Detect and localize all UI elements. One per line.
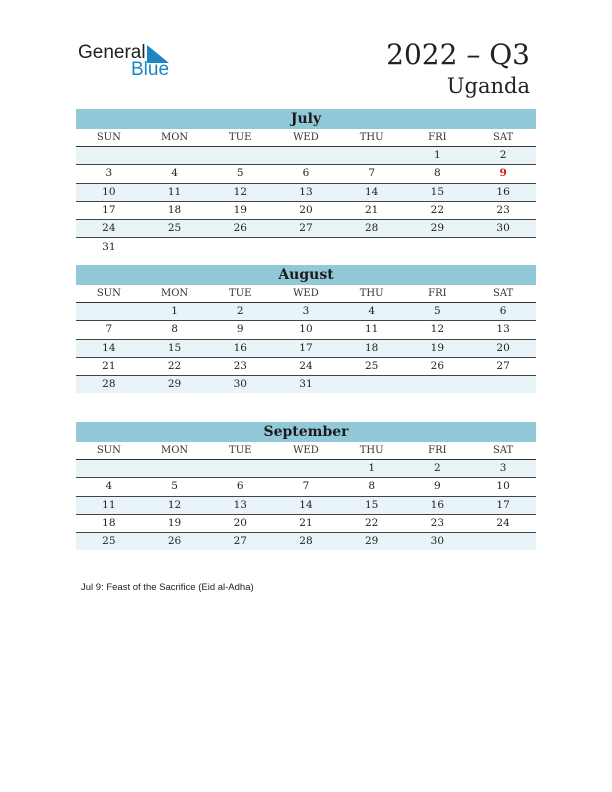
weekday-label: MON [142,442,208,460]
day-cell: 12 [207,183,273,201]
weekday-label: MON [142,285,208,303]
day-cell: 16 [470,183,536,201]
day-cell: 28 [273,533,339,551]
logo [78,42,188,82]
day-cell: 13 [207,496,273,514]
empty-day-cell [142,147,208,165]
day-cell: 11 [339,321,405,339]
day-cell: 2 [405,460,471,478]
day-cell: 29 [405,220,471,238]
day-cell: 17 [470,496,536,514]
weekday-header-row [76,285,536,303]
weekday-header-row [76,129,536,147]
day-cell: 14 [76,339,142,357]
week-row [76,376,536,394]
day-cell: 6 [470,303,536,321]
day-cell: 25 [76,533,142,551]
day-cell: 30 [207,376,273,394]
day-cell: 23 [207,357,273,375]
day-cell: 14 [273,496,339,514]
day-cell: 13 [273,183,339,201]
day-cell: 22 [339,514,405,532]
day-cell: 18 [339,339,405,357]
empty-day-cell [470,238,536,256]
day-cell: 26 [142,533,208,551]
weekday-label: TUE [207,285,273,303]
week-row [76,238,536,256]
week-row [76,303,536,321]
day-cell: 25 [339,357,405,375]
day-cell: 18 [142,201,208,219]
day-cell: 18 [76,514,142,532]
day-cell: 4 [76,478,142,496]
day-cell: 21 [273,514,339,532]
logo-word-blue: Blue [131,59,170,80]
month-grid [76,129,536,256]
day-cell: 19 [405,339,471,357]
day-cell: 27 [470,357,536,375]
month-september [76,422,536,550]
day-cell: 8 [142,321,208,339]
empty-day-cell [470,376,536,394]
day-cell: 15 [405,183,471,201]
empty-day-cell [142,238,208,256]
day-cell: 1 [405,147,471,165]
day-cell: 30 [470,220,536,238]
day-cell: 26 [405,357,471,375]
day-cell: 6 [273,165,339,183]
empty-day-cell [405,238,471,256]
day-cell: 23 [470,201,536,219]
day-cell: 6 [207,478,273,496]
day-cell: 3 [76,165,142,183]
day-cell: 17 [76,201,142,219]
day-cell: 12 [142,496,208,514]
weekday-label: WED [273,285,339,303]
page-title: 2022 – Q3 [386,38,530,71]
day-cell: 22 [142,357,208,375]
weekday-label: SUN [76,442,142,460]
day-cell: 3 [273,303,339,321]
day-cell: 9 [405,478,471,496]
empty-day-cell [142,460,208,478]
weekday-label: SAT [470,129,536,147]
day-cell: 27 [273,220,339,238]
empty-day-cell [339,376,405,394]
day-cell: 12 [405,321,471,339]
day-cell: 28 [76,376,142,394]
day-cell: 13 [470,321,536,339]
day-cell: 8 [339,478,405,496]
weekday-label: SUN [76,285,142,303]
holiday-note: Jul 9: Feast of the Sacrifice (Eid al-Adha) [81,582,254,593]
day-cell: 10 [273,321,339,339]
empty-day-cell [76,147,142,165]
day-cell: 11 [76,496,142,514]
day-cell: 15 [142,339,208,357]
empty-day-cell [273,147,339,165]
logo-word-general: General [78,42,146,63]
empty-day-cell [405,376,471,394]
day-cell: 20 [273,201,339,219]
month-grid [76,442,536,550]
day-cell: 2 [470,147,536,165]
day-cell: 5 [405,303,471,321]
weekday-label: THU [339,129,405,147]
day-cell: 21 [339,201,405,219]
day-cell: 25 [142,220,208,238]
day-cell: 24 [470,514,536,532]
country-name: Uganda [446,74,530,98]
day-cell: 15 [339,496,405,514]
empty-day-cell [207,238,273,256]
weekday-label: SUN [76,129,142,147]
weekday-label: FRI [405,285,471,303]
day-cell: 21 [76,357,142,375]
empty-day-cell [207,460,273,478]
empty-day-cell [273,238,339,256]
day-cell: 28 [339,220,405,238]
week-row [76,478,536,496]
weekday-label: TUE [207,442,273,460]
week-row [76,201,536,219]
week-row [76,357,536,375]
week-row [76,514,536,532]
day-cell: 4 [339,303,405,321]
month-header: September [76,422,536,442]
empty-day-cell [470,533,536,551]
day-cell: 17 [273,339,339,357]
day-cell: 29 [142,376,208,394]
weekday-label: THU [339,442,405,460]
day-cell: 2 [207,303,273,321]
month-july [76,109,536,256]
day-cell: 27 [207,533,273,551]
month-header: August [76,265,536,285]
day-cell: 22 [405,201,471,219]
weekday-label: FRI [405,442,471,460]
day-cell: 14 [339,183,405,201]
day-cell: 3 [470,460,536,478]
week-row [76,460,536,478]
empty-day-cell [76,460,142,478]
holiday-day-cell: 9 [470,165,536,183]
empty-day-cell [207,147,273,165]
day-cell: 1 [142,303,208,321]
week-row [76,165,536,183]
week-row [76,321,536,339]
day-cell: 29 [339,533,405,551]
weekday-label: TUE [207,129,273,147]
weekday-label: MON [142,129,208,147]
day-cell: 5 [142,478,208,496]
empty-day-cell [339,238,405,256]
day-cell: 8 [405,165,471,183]
day-cell: 4 [142,165,208,183]
day-cell: 5 [207,165,273,183]
day-cell: 7 [76,321,142,339]
day-cell: 19 [142,514,208,532]
day-cell: 16 [405,496,471,514]
weekday-label: FRI [405,129,471,147]
week-row [76,496,536,514]
empty-day-cell [339,147,405,165]
weekday-label: THU [339,285,405,303]
empty-day-cell [273,460,339,478]
day-cell: 26 [207,220,273,238]
day-cell: 23 [405,514,471,532]
weekday-label: SAT [470,442,536,460]
day-cell: 31 [102,240,116,253]
week-row [76,183,536,201]
day-cell: 20 [207,514,273,532]
day-cell: 24 [76,220,142,238]
month-august [76,265,536,393]
day-cell: 10 [76,183,142,201]
weekday-label: WED [273,442,339,460]
day-cell: 19 [207,201,273,219]
week-row [76,147,536,165]
day-cell: 1 [339,460,405,478]
day-cell: 24 [273,357,339,375]
month-grid [76,285,536,393]
weekday-header-row [76,442,536,460]
month-header: July [76,109,536,129]
day-cell: 30 [405,533,471,551]
weekday-label: WED [273,129,339,147]
day-cell: 10 [470,478,536,496]
weekday-label: SAT [470,285,536,303]
week-row [76,533,536,551]
day-cell: 7 [273,478,339,496]
day-cell: 16 [207,339,273,357]
day-cell: 31 [273,376,339,394]
day-cell: 7 [339,165,405,183]
day-cell: 9 [207,321,273,339]
day-cell: 11 [142,183,208,201]
week-row [76,220,536,238]
week-row [76,339,536,357]
day-cell: 20 [470,339,536,357]
empty-day-cell [76,303,142,321]
